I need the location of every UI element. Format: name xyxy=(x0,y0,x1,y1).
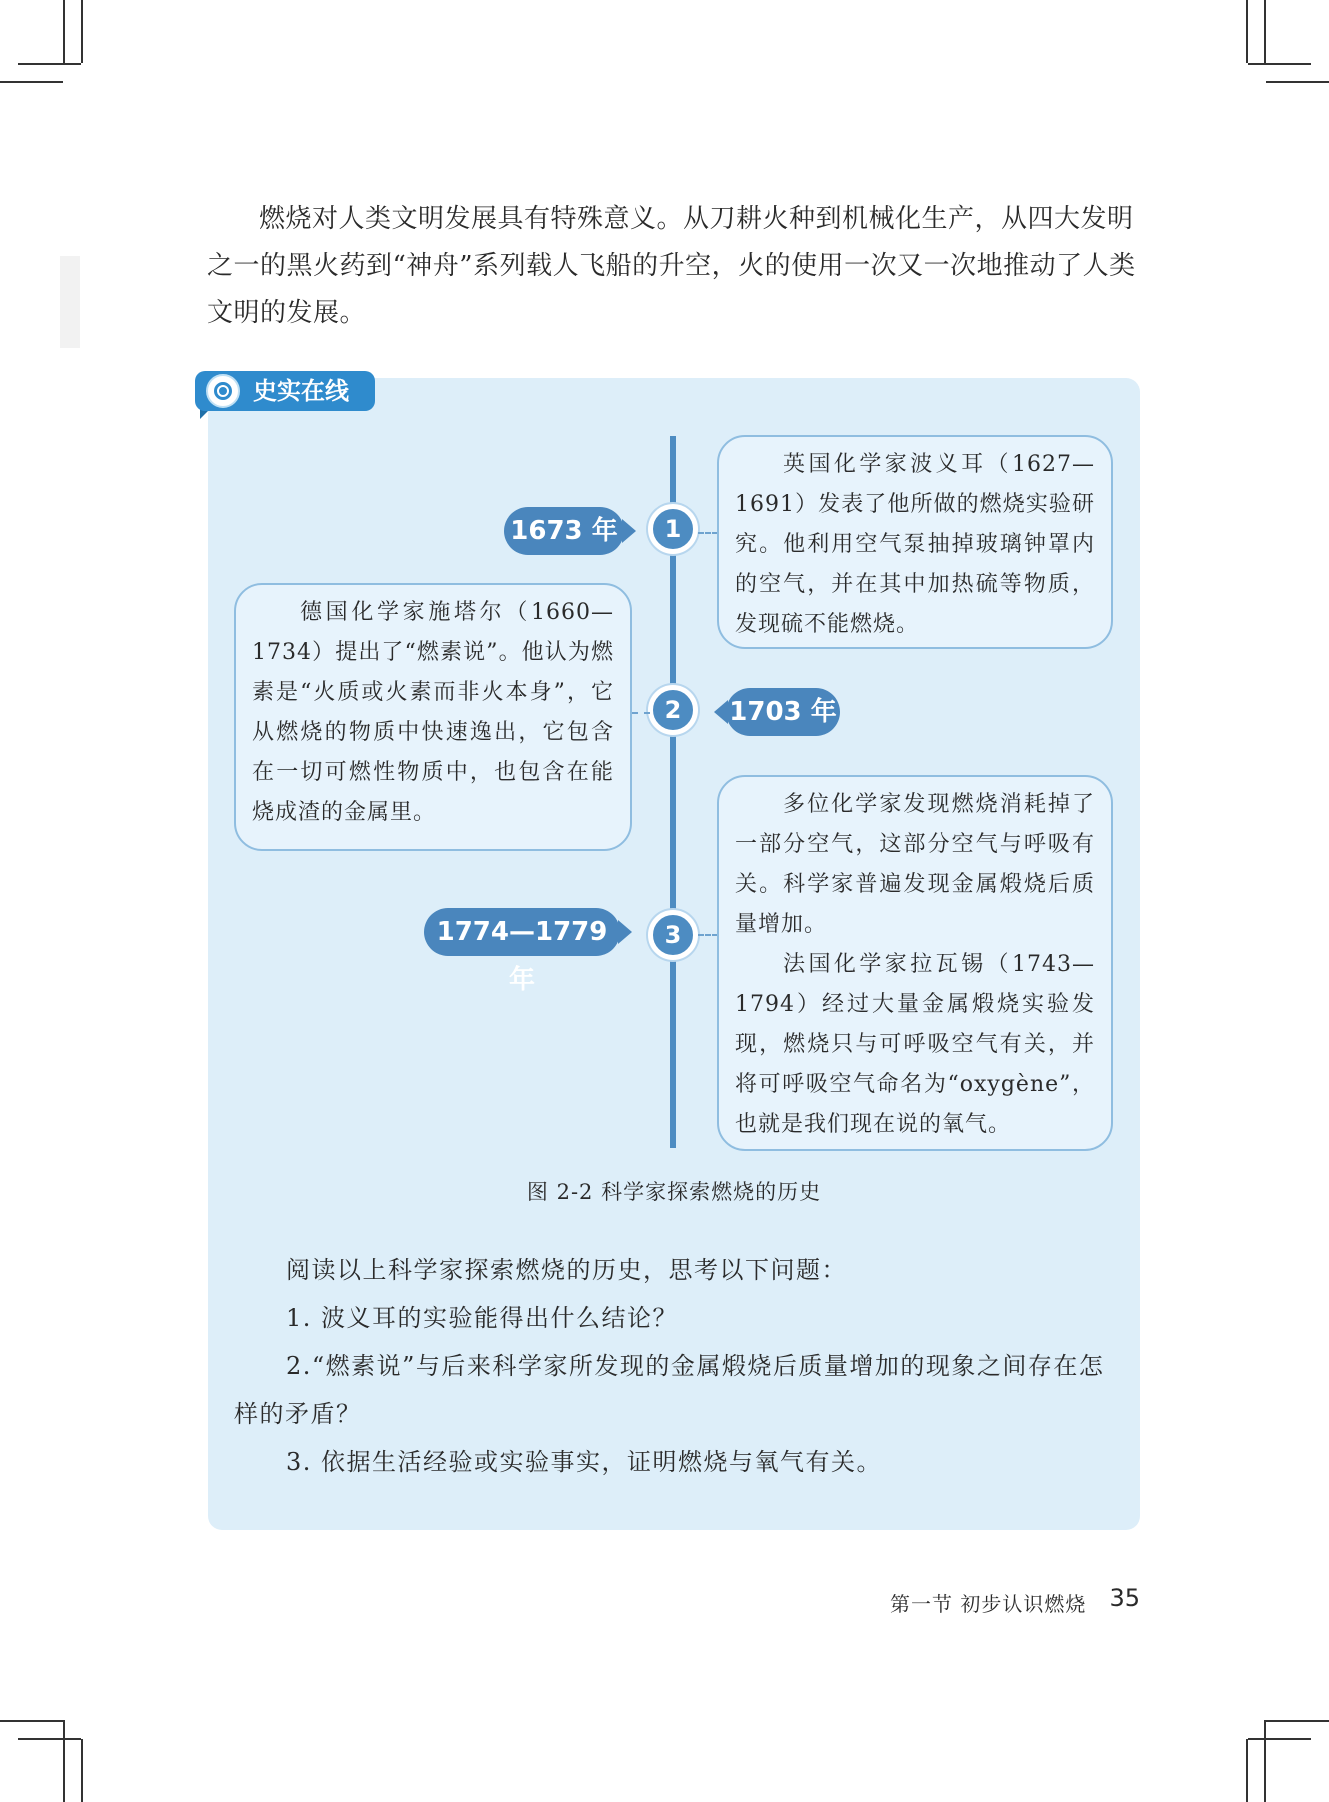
connector-2 xyxy=(632,712,650,714)
crop-mark xyxy=(1246,0,1248,63)
crop-mark xyxy=(1248,63,1311,65)
event-text: 法国化学家拉瓦锡（1743—1794）经过大量金属煅烧实验发现，燃烧只与可呼吸空气有关，并将可呼吸空气命名为“oxygène”，也就是我们现在说的氧气。 xyxy=(735,952,1095,1137)
questions-block xyxy=(234,1246,1124,1486)
crop-mark xyxy=(1264,0,1266,65)
crop-mark xyxy=(18,63,81,65)
page-number: 35 xyxy=(1109,1584,1140,1612)
figure-caption: 图 2-2 科学家探索燃烧的历史 xyxy=(526,1180,822,1204)
question-item: 3. 依据生活经验或实验事实，证明燃烧与氧气有关。 xyxy=(286,1448,883,1476)
year-label-2: 1703 年 xyxy=(726,688,840,736)
event-text: 德国化学家施塔尔（1660—1734）提出了“燃素说”。他认为燃素是“火质或火素而非火本身”，它从燃烧的物质中快速逸出，它包含在一切可燃性物质中，也包含在能烧成渣的金属里。 xyxy=(252,600,614,825)
event-box-2 xyxy=(234,583,632,851)
intro-paragraph: 燃烧对人类文明发展具有特殊意义。从刀耕火种到机械化生产，从四大发明之一的黑火药到“神舟”系列载人飞船的升空，火的使用一次又一次地推动了人类文明的发展。 xyxy=(207,204,1136,328)
crop-mark xyxy=(1264,1720,1266,1802)
atom-icon xyxy=(206,374,240,408)
questions-lead: 阅读以上科学家探索燃烧的历史，思考以下问题： xyxy=(286,1256,847,1284)
year-label-1: 1673 年 xyxy=(504,507,624,555)
crop-mark xyxy=(1266,81,1329,83)
question-item: 2.“燃素说”与后来科学家所发现的金属煅烧后质量增加的现象之间存在怎样的矛盾？ xyxy=(234,1352,1105,1428)
timeline-node-1: 1 xyxy=(648,504,698,554)
footer-section: 第一节 初步认识燃烧 xyxy=(890,1592,1087,1616)
event-box-3 xyxy=(717,775,1113,1151)
timeline-node-3: 3 xyxy=(648,910,698,960)
connector-3 xyxy=(698,934,718,936)
question-item: 1. 波义耳的实验能得出什么结论？ xyxy=(286,1304,679,1332)
crop-mark xyxy=(1266,1720,1329,1722)
crop-mark xyxy=(18,1738,81,1740)
crop-mark xyxy=(63,0,65,65)
event-text: 英国化学家波义耳（1627—1691）发表了他所做的燃烧实验研究。他利用空气泵抽掉玻璃钟罩内的空气，并在其中加热硫等物质，发现硫不能燃烧。 xyxy=(735,452,1095,637)
event-text: 多位化学家发现燃烧消耗掉了一部分空气，这部分空气与呼吸有关。科学家普遍发现金属煅烧后质量增加。 xyxy=(735,792,1095,937)
crop-mark xyxy=(0,1720,63,1722)
connector-1 xyxy=(698,532,718,534)
crop-mark xyxy=(1248,1738,1311,1740)
crop-mark xyxy=(0,81,63,83)
crop-mark xyxy=(81,1739,83,1802)
event-box-1 xyxy=(717,435,1113,649)
crop-mark xyxy=(1246,1739,1248,1802)
year-label-3: 1774—1779 年 xyxy=(424,908,620,956)
page-footer xyxy=(890,1584,1140,1617)
timeline-node-2: 2 xyxy=(648,685,698,735)
crop-mark xyxy=(63,1720,65,1802)
margin-shade xyxy=(60,256,80,348)
crop-mark xyxy=(81,0,83,63)
section-badge: 史实在线 xyxy=(195,371,375,411)
